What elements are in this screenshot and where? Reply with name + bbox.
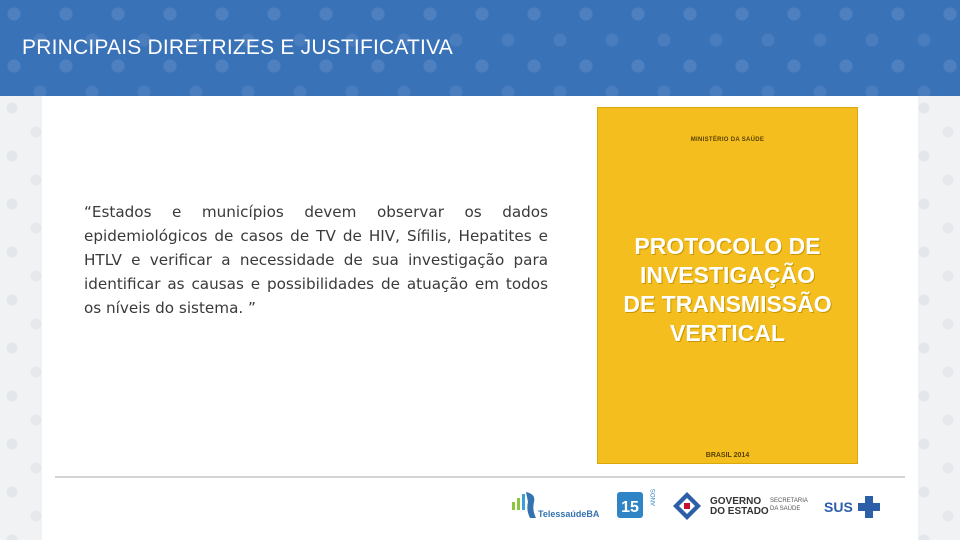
telessaude-text: TelessaúdeBA bbox=[538, 509, 600, 519]
book-title-line: VERTICAL bbox=[670, 320, 785, 346]
sus-logo bbox=[824, 488, 884, 528]
footer-logos bbox=[510, 488, 890, 528]
secretaria-line: DA SAÚDE bbox=[770, 506, 801, 512]
slide-header bbox=[0, 0, 960, 96]
book-title-line: DE TRANSMISSÃO bbox=[623, 291, 832, 317]
anniversary-icon bbox=[615, 488, 655, 522]
footer-divider bbox=[55, 476, 905, 478]
book-cover-image bbox=[597, 107, 858, 464]
book-publisher: MINISTÉRIO DA SAÚDE bbox=[690, 137, 765, 143]
book-title bbox=[598, 232, 857, 348]
governo-text: GOVERNO bbox=[710, 496, 762, 507]
secretaria-text bbox=[770, 497, 808, 513]
sus-cross-icon bbox=[856, 494, 882, 520]
telessaude-logo bbox=[510, 488, 610, 528]
svg-text:15: 15 bbox=[621, 499, 639, 516]
telessaude-icon bbox=[510, 488, 540, 522]
slide-title: PRINCIPAIS DIRETRIZES E JUSTIFICATIVA bbox=[22, 36, 453, 59]
quote-text: “Estados e municípios devem observar os dados epidemiológicos de casos de TV de HIV, Sífilis, Hepatites e HTLV e verificar a necessidade de sua investigação para identificar as causas e possibilidades de atuação em todos os níveis do sistema. ” bbox=[84, 203, 548, 317]
anos-label: ANOS bbox=[651, 488, 657, 506]
book-year: BRASIL 2014 bbox=[705, 452, 750, 459]
book-title-line: PROTOCOLO DE bbox=[634, 233, 821, 259]
governo-bahia-logo bbox=[670, 488, 820, 528]
anniversary-logo bbox=[615, 488, 655, 528]
bahia-flag-icon bbox=[670, 488, 704, 522]
book-title-line: INVESTIGAÇÃO bbox=[639, 262, 816, 288]
secretaria-line: SECRETARIA bbox=[770, 498, 808, 504]
sus-text: SUS bbox=[824, 499, 853, 515]
do-estado-text: DO ESTADO bbox=[710, 506, 769, 517]
